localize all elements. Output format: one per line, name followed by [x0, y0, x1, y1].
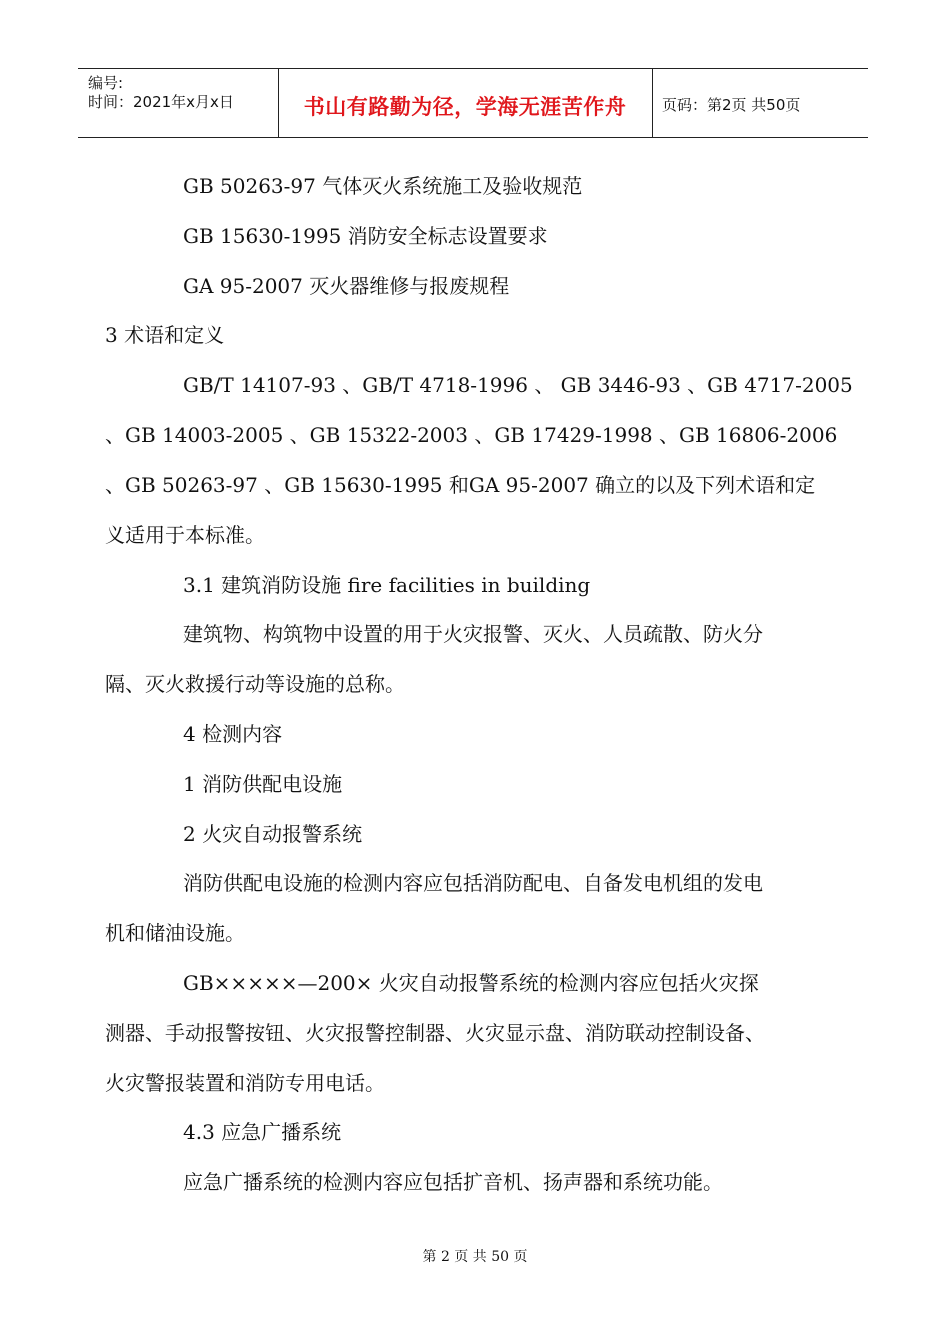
header-motto-cell [278, 69, 653, 137]
list-item: 1 消防供配电设施 [183, 772, 343, 796]
text-line: 消防供配电设施的检测内容应包括消防配电、自备发电机组的发电 [183, 871, 763, 895]
text-line: 测器、手动报警按钮、火灾报警控制器、火灾显示盘、消防联动控制设备、 [105, 1021, 765, 1045]
document-number-label: 编号: [88, 74, 124, 92]
text-line: 、GB 14003-2005 、GB 15322-2003 、GB 17429-1998 、GB 16806-2006 [105, 423, 838, 447]
text-line: 机和储油设施。 [105, 921, 245, 945]
text-line: GB 50263-97 气体灭火系统施工及验收规范 [183, 174, 583, 198]
section-heading: 3 术语和定义 [105, 323, 225, 347]
text-line: 建筑物、构筑物中设置的用于火灾报警、灭火、人员疏散、防火分 [183, 622, 763, 646]
header-page-number: 页码：第2页 共50页 [662, 96, 801, 114]
header-info-cell [78, 69, 279, 137]
text-line: GB/T 14107-93 、GB/T 4718-1996 、 GB 3446-93 、GB 4717-2005 [183, 373, 853, 397]
text-line: 应急广播系统的检测内容应包括扩音机、扬声器和系统功能。 [183, 1170, 723, 1194]
section-heading: 4 检测内容 [183, 722, 283, 746]
page-footer: 第 2 页 共 50 页 [422, 1249, 528, 1265]
text-line: GA 95-2007 灭火器维修与报废规程 [183, 274, 510, 298]
header-page-cell [652, 69, 868, 137]
text-line: 隔、灭火救援行动等设施的总称。 [105, 672, 405, 696]
subsection-heading: 3.1 建筑消防设施 fire facilities in building [183, 573, 591, 597]
subsection-heading: 4.3 应急广播系统 [183, 1120, 342, 1144]
header-motto: 书山有路勤为径，学海无涯苦作舟 [303, 95, 627, 119]
page-header [78, 68, 868, 138]
text-line: 火灾警报装置和消防专用电话。 [105, 1071, 385, 1095]
document-time-label: 时间：2021年x月x日 [88, 93, 234, 111]
text-line: 义适用于本标准。 [105, 523, 265, 547]
text-line: GB×××××—200× 火灾自动报警系统的检测内容应包括火灾探 [183, 971, 759, 995]
text-line: GB 15630-1995 消防安全标志设置要求 [183, 224, 548, 248]
list-item: 2 火灾自动报警系统 [183, 822, 363, 846]
text-line: 、GB 50263-97 、GB 15630-1995 和GA 95-2007 确立的以及下列术语和定 [105, 473, 816, 497]
